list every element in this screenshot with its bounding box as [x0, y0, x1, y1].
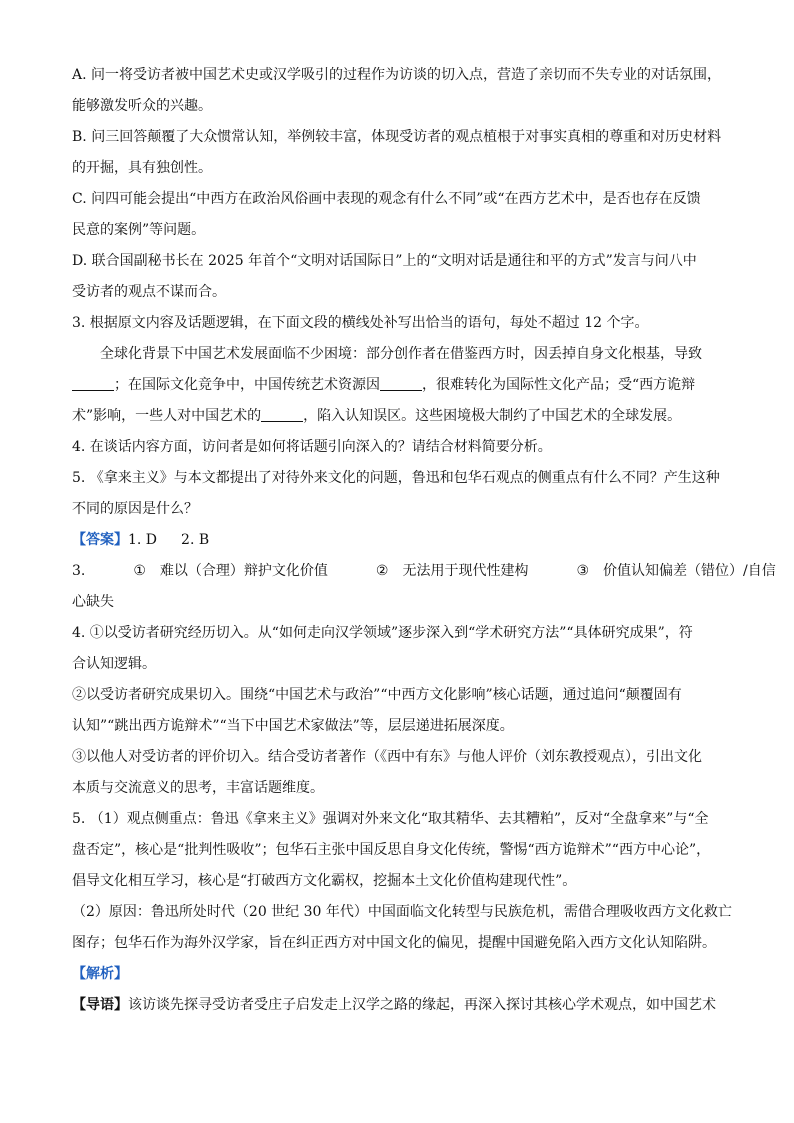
answer-blank — [72, 376, 114, 391]
question-3-passage-line-3 — [72, 401, 722, 432]
passage-text: ，很难转化为国际性文化产品；受“西方诡辩 — [422, 377, 696, 393]
answer-4-line-6: 本质与交流意义的思考，丰富话题维度。 — [72, 780, 324, 796]
answer-header-line — [72, 525, 722, 556]
question-5-line-2: 不同的原因是什么？ — [72, 501, 198, 517]
guide-text: 该访谈先探寻受访者受庄子启发走上汉学之路的缘起，再深入探讨其核心学术观点，如中国艺术 — [128, 997, 716, 1013]
answer-4-line-3: ②以受访者研究成果切入。围绕“中国艺术与政治”“中西方文化影响”核心话题，通过追问“颠覆固有 — [72, 687, 682, 703]
question-3: 3. 根据原文内容及话题逻辑，在下面文段的横线处补写出恰当的语句，每处不超过 12 个字。 — [72, 315, 649, 331]
answer-1: 1. D — [128, 532, 158, 548]
answer-5-line-3: 倡导文化相互学习，核心是“打破西方文化霸权，挖掘本土文化价值构建现代性”。 — [72, 873, 577, 889]
guide-label: 【导语】 — [72, 997, 128, 1013]
answer-3-number: 3. — [72, 563, 86, 579]
option-c-line-2: 民意的案例”等问题。 — [72, 222, 206, 238]
question-3-passage-line-1: 全球化背景下中国艺术发展面临不少困境：部分创作者在借鉴西方时，因丢掉自身文化根基，导致 — [100, 346, 702, 362]
guide-line — [72, 990, 722, 1021]
circled-number-2: ② — [375, 563, 389, 579]
answer-4-line-2: 合认知逻辑。 — [72, 656, 156, 672]
analysis-label: 【解析】 — [72, 966, 128, 982]
answer-3-line-1 — [72, 556, 776, 587]
passage-text: ，陷入认知误区。这些困境极大制约了中国艺术的全球发展。 — [303, 408, 682, 424]
document-page — [72, 60, 776, 1021]
circled-number-3: ③ — [576, 563, 590, 579]
option-b-line-2: 的开掘，具有独创性。 — [72, 160, 212, 176]
question-5-line-1: 5. 《拿来主义》与本文都提出了对待外来文化的问题，鲁迅和包华石观点的侧重点有什么不同？产生这种 — [72, 470, 720, 486]
question-4: 4. 在谈话内容方面，访问者是如何将话题引向深入的？请结合材料简要分析。 — [72, 439, 552, 455]
passage-text: ；在国际文化竞争中，中国传统艺术资源因 — [114, 377, 380, 393]
option-a-line-1: A. 问一将受访者被中国艺术史或汉学吸引的过程作为访谈的切入点，营造了亲切而不失专业的对话氛围， — [72, 67, 722, 83]
answer-blank — [261, 407, 303, 422]
answer-5-line-1: 5. （1）观点侧重点：鲁迅《拿来主义》强调对外来文化“取其精华、去其糟粕”，反对“全盘拿来”与“全 — [72, 811, 709, 827]
answer-3-line-2: 心缺失 — [72, 594, 114, 610]
option-b-line-1: B. 问三回答颠覆了大众惯常认知，举例较丰富，体现受访者的观点植根于对事实真相的尊重和对历史材料 — [72, 129, 722, 145]
analysis-header — [72, 959, 722, 990]
answer-5-line-2: 盘否定”，核心是“批判性吸收”；包华石主张中国反思自身文化传统，警惕“西方诡辩术”“西方中心论”， — [72, 842, 711, 858]
option-c-line-1: C. 问四可能会提出“中西方在政治风俗画中表现的观念有什么不同”或“在西方艺术中，是否也存在反馈 — [72, 191, 701, 207]
answer-label: 【答案】 — [72, 532, 128, 548]
circled-number-1: ① — [133, 563, 146, 579]
answer-3-item-2: 无法用于现代性建构 — [402, 563, 529, 579]
answer-4-line-5: ③以他人对受访者的评价切入。结合受访者著作（《西中有东》与他人评价（刘东教授观点），引出文化 — [72, 749, 702, 765]
answer-5-line-4: （2）原因：鲁迅所处时代（20 世纪 30 年代）中国面临文化转型与民族危机，需借合理吸收西方文化救亡 — [72, 904, 732, 920]
answer-3-item-1: 难以（合理）辩护文化价值 — [159, 563, 328, 579]
option-a-line-2: 能够激发听众的兴趣。 — [72, 98, 212, 114]
answer-4-line-1: 4. ①以受访者研究经历切入。从“如何走向汉学领域”逐步深入到“学术研究方法”“具体研究成果”，符 — [72, 625, 693, 641]
option-d-line-1: D. 联合国副秘书长在 2025 年首个“文明对话国际日”上的“文明对话是通往和平的方式”发言与问八中 — [72, 253, 697, 269]
question-3-passage-line-2 — [72, 370, 722, 401]
answer-5-line-5: 图存；包华石作为海外汉学家，旨在纠正西方对中国文化的偏见，提醒中国避免陷入西方文化认知陷阱。 — [72, 935, 716, 951]
answer-blank — [380, 376, 422, 391]
answer-2: 2. B — [181, 532, 210, 548]
answer-3-item-3: 价值认知偏差（错位）/自信 — [603, 563, 776, 579]
passage-text: 术”影响，一些人对中国艺术的 — [72, 408, 262, 424]
option-d-line-2: 受访者的观点不谋而合。 — [72, 284, 226, 300]
answer-4-line-4: 认知”“跳出西方诡辩术”“当下中国艺术家做法”等，层层递进拓展深度。 — [72, 718, 514, 734]
